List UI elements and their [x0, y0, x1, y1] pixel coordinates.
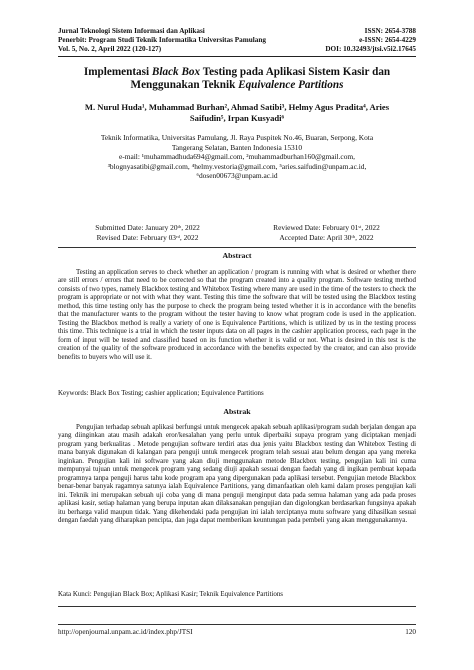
title-italic: Equivalence Partitions: [238, 78, 344, 91]
title-italic: Black Box: [151, 66, 201, 78]
submitted-date: Submitted Date: January 20ᵗʰ, 2022: [95, 223, 200, 232]
email-line: e-mail: ¹muhammadhuda694@gmail.com, ²muhammadburhan160@gmail.com,: [118, 152, 356, 162]
header-divider: [58, 56, 416, 57]
keywords: Keywords: Black Box Testing; cashier application; Equivalence Partitions: [58, 389, 264, 397]
author-list: [58, 102, 416, 123]
accepted-date: Accepted Date: April 30ᵗʰ, 2022: [279, 232, 374, 242]
abstract-text: Testing an application serves to check whether an application / program is running with what is desired or whether there are still errors / errors that need to be corrected so that the program created into a quality program. Software testing method consists of two types, namely Blackbox testing and Whitebox Testing where many are used in the time of the testers to check the program is appropriate or not with what they want. Testing this time the software that will be tested using the Blackbox testing method, this time testing only has the purpose to check the program being tested whether it is in accordance with the benefits that the manufacturer wants to the program without the tester having to know what program code is used in the application. Testing the Blackbox method is really a variety of one is Equivalence Partitions, which is utilized by us in the testing process this time. This technique is a trial in which the tester inputs data on all pages in the cashier application process, each page in the form of input will be tested and classified based on its function whether it is valid or not. What is desired in this test is the creation of the quality of the software produced in accordance with the benefits expected by the creator, and can also provide benefits to buyers who will use it.: [58, 268, 416, 361]
journal-url[interactable]: http://openjournal.unpam.ac.id/index.php/JTSI: [58, 628, 193, 636]
email-line: ⁶dosen00673@unpam.ac.id: [196, 171, 278, 181]
doi: DOI: 10.32493/jtsi.v5i2.17645: [325, 44, 416, 53]
abstract-heading: Abstract: [222, 251, 252, 260]
abstrak-text: Pengujian terhadap sebuah aplikasi berfungsi untuk mengecek apakah sebuah aplikasi/program sudah berjalan dengan apa yang diinginkan atau masih adakah eror/kesalahan yang perlu untuk diperbaiki supaya program yang diciptakan menjadi program yang berkualitas . Metode pengujian software terdiri atas dua jenis yaitu Blackbox testing dan Whitebox Testing di mana banyak digunakan di kalangan para penguji untuk mengecek program telah sesuai atau belum dengan apa yang mereka inginkan. Pengujian kali ini software yang akan diuji menggunakan metode Blackbox testing, pengujian kali ini cuma mempunyai tujuan untuk mengecek program yang sedang diuji apakah sesuai dengan faedah yang di ingikan pembuat kepada programnya tanpa penguji harus tahu kode program apa yang dipergunakan pada aplikasi tersebut. Pengujian metode Blackbox benar-benar banyak ragamnya satunya ialah Equivalence Partitions, yang dimanfaatkan oleh kami dalam proses pengujian kali ini. Teknik ini merupakan sebuah uji coba yang di mana penguji menginput data pada semua halaman yang ada pada proses aplikasi kasir, setiap halaman yang berupa inputan akan dilaksanakan pengujian dan digolongkan berdasarkan fungsinya apakah itu berharga valid maupun tidak. Yang dikehendaki pada pengujian ini ialah terciptanya mutu software yang dihasilkan sesuai dengan faedah yang diharapkan pencipta, dan juga dapat memberikan keuntungan pada pembeli yang akan menggunakannya.: [58, 423, 416, 524]
affiliation-line: Tangerang Selatan, Banten Indonesia 15310: [171, 142, 303, 152]
journal-name: Jurnal Teknologi Sistem Informasi dan Aplikasi: [58, 27, 205, 35]
eissn: e-ISSN: 2654-4229: [359, 35, 416, 44]
affiliation: [58, 133, 416, 181]
journal-header: [58, 27, 416, 53]
page-footer: [58, 628, 416, 636]
publisher: Penerbit: Program Studi Teknik Informatika Universitas Pamulang: [58, 35, 266, 44]
footer-divider: [58, 624, 416, 625]
reviewed-date: Reviewed Date: February 01ˢᵗ, 2022: [273, 223, 380, 232]
email-line: ³blognyasatibi@gmail.com, ⁴helmy.vestoria@gmail.com, ⁵aries.saifudin@unpam.ac.id,: [107, 161, 367, 171]
title-text: Testing pada Aplikasi Sistem Kasir dan Menggunakan Teknik: [130, 66, 391, 91]
page-number: 120: [405, 628, 416, 636]
title-text: Implementasi: [83, 66, 152, 78]
author-line: M. Nurul Huda¹, Muhammad Burhan², Ahmad Satibi³, Helmy Agus Pradita⁴, Aries: [84, 102, 390, 112]
submission-dates: [58, 223, 416, 242]
section-divider: [58, 606, 416, 607]
affiliation-line: Teknik Informatika, Universitas Pamulang, Jl. Raya Puspitek No.46, Buaran, Serpong, Kota: [100, 133, 374, 142]
issn: ISSN: 2654-3788: [364, 27, 416, 35]
section-divider: [58, 247, 416, 248]
revised-date: Revised Date: February 03ʳᵈ, 2022: [96, 232, 199, 242]
author-line: Saifudin⁵, Irpan Kusyadi⁶: [189, 112, 285, 123]
abstrak-heading: Abstrak: [223, 407, 251, 416]
kata-kunci: Kata Kunci: Pengujian Black Box; Aplikasi Kasir; Teknik Equivalence Partitions: [58, 590, 284, 598]
volume-info: Vol. 5, No. 2, April 2022 (120-127): [58, 44, 162, 53]
paper-title: [50, 66, 424, 91]
